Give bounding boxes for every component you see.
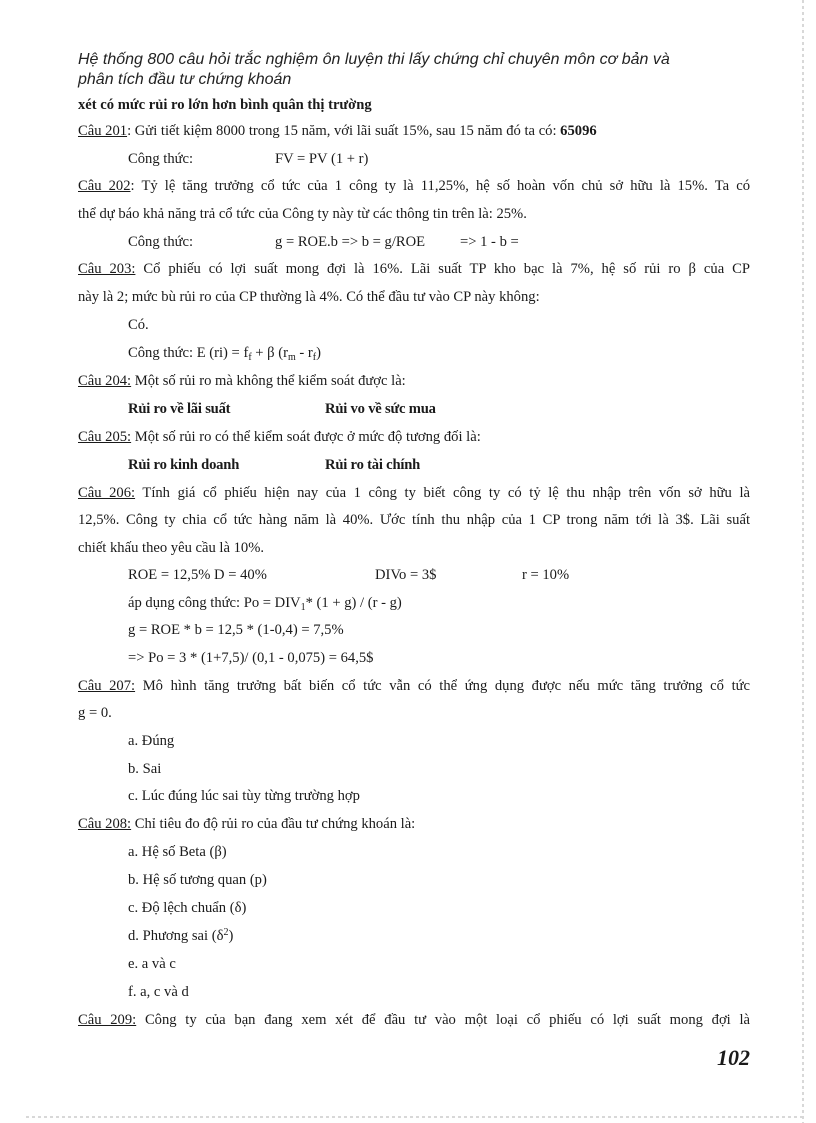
formula-part: * (1 + g) / (r - g) <box>305 595 402 611</box>
formula-part: Công thức: E (ri) = f <box>128 345 249 361</box>
header-line-1: Hệ thống 800 câu hỏi trắc nghiệm ôn luyện thi lấy chứng chỉ chuyên môn cơ bản và <box>78 51 670 68</box>
answer-option-a: a. Đúng <box>128 733 175 749</box>
question-208 <box>78 815 415 833</box>
question-label: Câu 201 <box>78 123 128 139</box>
calculation-step: g = ROE * b = 12,5 * (1-0,4) = 7,5% <box>128 622 344 638</box>
answer: Có. <box>128 317 149 333</box>
question-201 <box>78 122 597 140</box>
formula: g = ROE.b => b = g/ROE <box>275 234 426 250</box>
formula <box>128 594 402 612</box>
previous-question-tail: xét có mức rủi ro lớn hơn bình quân thị trường <box>78 97 372 113</box>
option-text: ) <box>228 928 234 944</box>
answer-option-1: Rủi ro về lãi suất <box>128 401 231 417</box>
question-206-line-2: 12,5%. Công ty chia cổ tức hàng năm là 40%. Ước tính thu nhập của 1 CP trong năm tới là 3$. Lãi suất <box>78 512 750 528</box>
answer-option-e: e. a và c <box>128 956 176 972</box>
question-label: Câu 208: <box>78 816 132 832</box>
question-text: Mô hình tăng trưởng bất biến cổ tức vẫn có thể ứng dụng được nếu mức tăng trưởng cổ tức <box>135 678 751 694</box>
question-text: : Tỷ lệ tăng trưởng cổ tức của 1 công ty là 11,25%, hệ số hoàn vốn chủ sở hữu là 15%. Ta có <box>130 178 750 194</box>
question-text: Chỉ tiêu đo độ rủi ro của đầu tư chứng khoán là: <box>131 816 416 832</box>
question-text: Công ty của bạn đang xem xét để đầu tư vào một loại cổ phiếu có lợi suất mong đợi là <box>136 1012 750 1028</box>
answer-option-f: f. a, c và d <box>128 984 189 1000</box>
given-value: r = 10% <box>522 567 570 583</box>
given-value: ROE = 12,5% D = 40% <box>128 567 267 583</box>
question-205 <box>78 428 481 446</box>
option-superscript: 2 <box>223 927 229 938</box>
question-label: Câu 205: <box>78 429 132 445</box>
formula-part: ) <box>316 345 322 361</box>
answer: 65096 <box>560 123 597 139</box>
question-203-line-1 <box>78 260 750 278</box>
answer-option-a: a. Hệ số Beta (β) <box>128 844 227 860</box>
page-edge-right <box>802 0 804 1123</box>
question-206-line-3: chiết khấu theo yêu cầu là 10%. <box>78 540 264 556</box>
question-label: Câu 207: <box>78 678 136 694</box>
formula-continuation: => 1 - b = <box>460 234 519 250</box>
formula <box>128 344 321 362</box>
question-202-line-1 <box>78 177 750 195</box>
answer-option-1: Rủi ro kinh doanh <box>128 457 240 473</box>
question-206-line-1 <box>78 484 750 502</box>
page-number: 102 <box>717 1045 750 1070</box>
formula-part: + β (r <box>251 345 288 361</box>
given-value: DIVo = 3$ <box>375 567 437 583</box>
page-header <box>78 50 758 90</box>
formula-subscript: 1 <box>300 602 306 613</box>
question-207-line-1 <box>78 677 750 695</box>
question-label: Câu 203: <box>78 261 136 277</box>
formula-label: Công thức: <box>128 151 194 167</box>
calculation-step: => Po = 3 * (1+7,5)/ (0,1 - 0,075) = 64,5$ <box>128 650 374 666</box>
formula-subscript: f <box>312 352 317 363</box>
question-label: Câu 206: <box>78 485 136 501</box>
answer-option-c: c. Lúc đúng lúc sai tùy từng trường hợp <box>128 788 360 804</box>
answer-option-c: c. Độ lệch chuẩn (δ) <box>128 900 247 916</box>
question-label: Câu 209: <box>78 1012 137 1028</box>
question-text: Một số rủi ro có thể kiểm soát được ở mức độ tương đối là: <box>131 429 481 445</box>
question-text: Cổ phiếu có lợi suất mong đợi là 16%. Lãi suất TP kho bạc là 7%, hệ số rủi ro β của CP <box>135 261 750 277</box>
answer-option-b: b. Hệ số tương quan (p) <box>128 872 267 888</box>
question-204 <box>78 372 406 390</box>
question-text: Tính giá cổ phiếu hiện nay của 1 công ty biết công ty có tỷ lệ thu nhập trên vốn sở hữu là <box>135 485 750 501</box>
question-label: Câu 202 <box>78 178 131 194</box>
question-text: : Gửi tiết kiệm 8000 trong 15 năm, với lãi suất 15%, sau 15 năm đó ta có: <box>127 123 561 139</box>
question-203-line-2: này là 2; mức bù rủi ro của CP thường là 4%. Có thể đầu tư vào CP này không: <box>78 289 540 305</box>
formula-part: - r <box>295 345 313 361</box>
answer-option-d <box>128 927 233 945</box>
question-202-line-2: thể dự báo khả năng trả cổ tức của Công ty này từ các thông tin trên là: 25%. <box>78 206 527 222</box>
question-207-line-2: g = 0. <box>78 705 112 721</box>
answer-option-2: Rủi ro tài chính <box>325 457 421 473</box>
option-text: d. Phương sai (δ <box>128 928 224 944</box>
formula-part: áp dụng công thức: Po = DIV <box>128 595 301 611</box>
formula-subscript: f <box>248 352 252 363</box>
header-line-2: phân tích đầu tư chứng khoán <box>78 71 292 88</box>
question-209-line-1 <box>78 1011 750 1029</box>
answer-option-b: b. Sai <box>128 761 162 777</box>
page-edge-bottom <box>26 1116 804 1118</box>
answer-option-2: Rủi vo về sức mua <box>325 401 436 417</box>
formula: FV = PV (1 + r) <box>275 151 369 167</box>
formula-label: Công thức: <box>128 234 194 250</box>
question-text: Một số rủi ro mà không thể kiểm soát được là: <box>131 373 406 389</box>
question-label: Câu 204: <box>78 373 132 389</box>
formula-subscript: m <box>287 352 296 363</box>
